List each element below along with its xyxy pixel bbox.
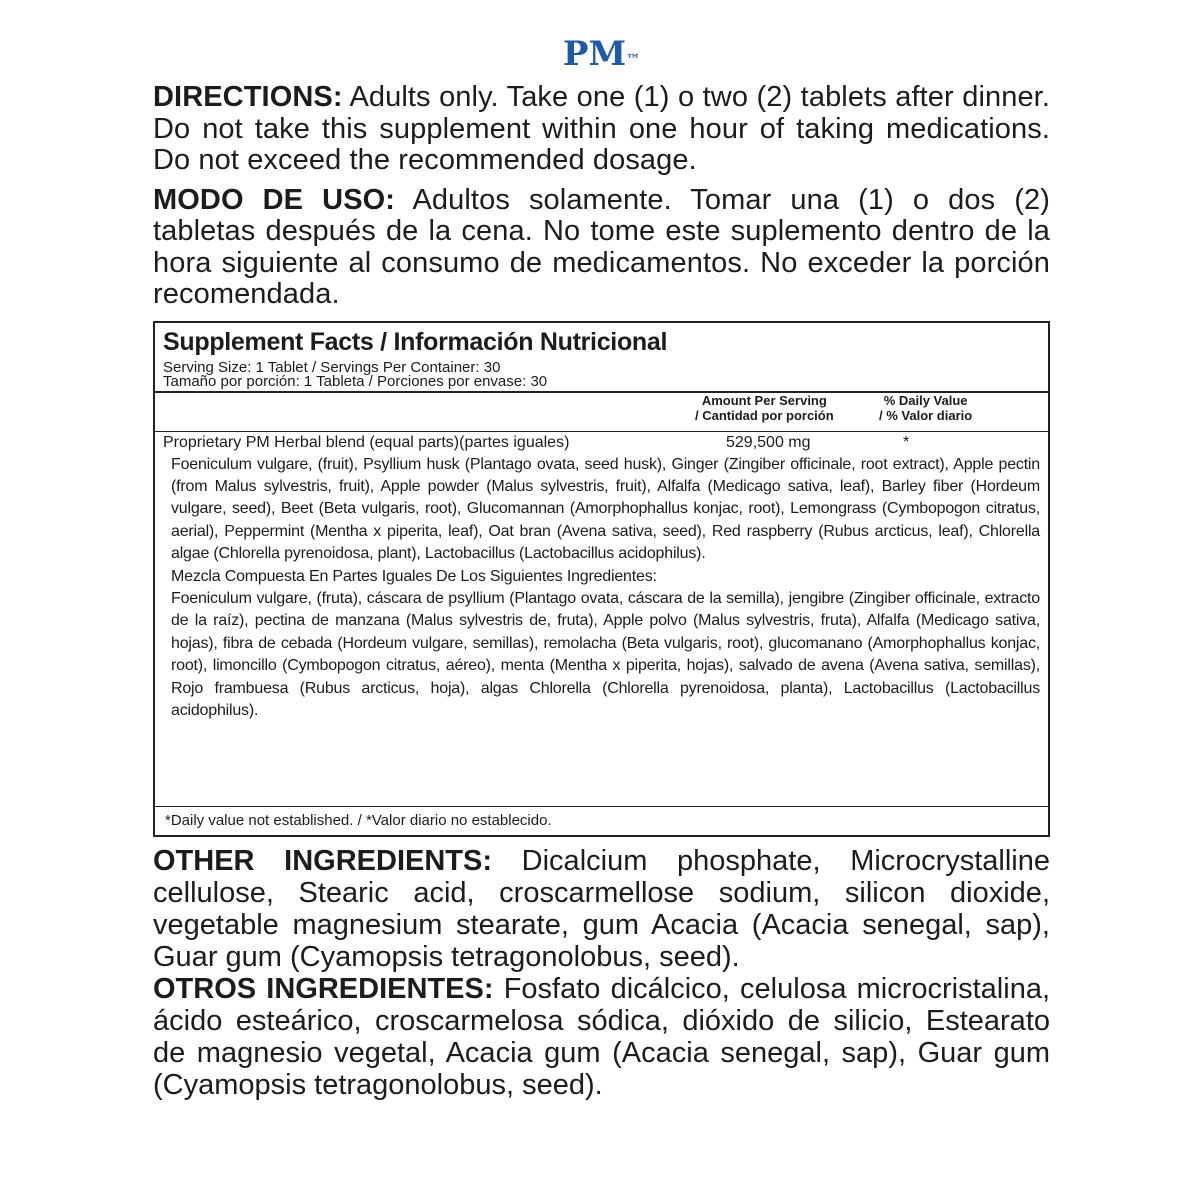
supplement-facts-title: Supplement Facts / Información Nutricional [163, 327, 668, 356]
directions-text: Adults only. Take one (1) o two (2) tablets after dinner. Do not take this supplement within one hour of taking medications. Do not exceed the recommended dosage. [153, 81, 1050, 176]
blend-name: Proprietary PM Herbal blend (equal parts)(partes iguales) [163, 433, 570, 451]
other-ingredients-paragraph [153, 845, 1050, 973]
other-ingredients-text: Dicalcium phosphate, Microcrystalline cellulose, Stearic acid, croscarmellose sodium, silicon dioxide, vegetable magnesium stearate, gum Acacia (Acacia senegal, sap), Guar gum (Cyamopsis tetragonolobus, seed). [153, 844, 1051, 973]
label-page [153, 30, 1050, 1101]
ingredients-english: Foeniculum vulgare, (fruit), Psyllium husk (Plantago ovata, seed husk), Ginger (Zingiber officinale, root extract), Apple pectin (from Malus sylvestris, fruit), Apple powder (Malus sylvestris, fruit), Alfalfa (Medicago sativa, leaf), Barley fiber (Hordeum vulgare, seed), Beet (Beta vulgaris, root), Glucomannan (Amorphophallus konjac, root), Lemongrass (Cymbopogon citratus, aerial), Peppermint (Mentha x piperita, leaf), Oat bran (Avena sativa, seed), Red raspberry (Rubus arcticus, leaf), Chlorella algae (Chlorella pyrenoidosa, plant), Lactobacillus (Lactobacillus acidophilus). [171, 455, 1040, 563]
daily-value-footnote: *Daily value not established. / *Valor diario no establecido. [165, 811, 552, 829]
modo-de-uso-text: Adultos solamente. Tomar una (1) o dos (2) tabletas después de la cena. No tome este suplemento dentro de la hora siguiente al consumo de medicamentos. No exceder la porción recomendada. [153, 183, 1050, 310]
product-title: PM™ [562, 34, 641, 74]
directions-paragraph [153, 82, 1050, 177]
column-headers [163, 393, 1040, 431]
daily-value-column-header: % Daily Value / % Valor diario [879, 392, 973, 423]
modo-de-uso-paragraph [153, 185, 1050, 311]
blend-daily-value: * [903, 433, 910, 451]
other-ingredients-label: OTHER INGREDIENTS: [153, 844, 493, 877]
amount-column-header: Amount Per Serving / Cantidad por porción [695, 392, 834, 423]
blend-amount: 529,500 mg [726, 433, 811, 451]
trademark-mark: ™ [626, 52, 641, 68]
blend-row [163, 432, 1040, 454]
supplement-facts-panel [153, 321, 1050, 837]
ingredients-spanish: Foeniculum vulgare, (fruta), cáscara de psyllium (Plantago ovata, cáscara de la semilla), jengibre (Zingiber officinale, extracto de la raíz), pectina de manzana (Malus sylvestris de, fruta), Apple polvo (Malus sylvestris, fruta), Alfalfa (Medicago sativa, hojas), fibra de cebada (Hordeum vulgare, semillas), remolacha (Beta vulgaris, root), glucomanano (Amorphophallus konjac, root), limoncillo (Cymbopogon citratus, aéreo), menta (Mentha x piperita, hojas), salvado de avena (Avena sativa, semillas), Rojo frambuesa (Rubus arcticus, hoja), algas Chlorella (Chlorella pyrenoidosa, planta), Lactobacillus (Lactobacillus acidophilus). [171, 589, 1040, 719]
mezcla-heading: Mezcla Compuesta En Partes Iguales De Los Siguientes Ingredientes: [171, 567, 657, 585]
otros-ingredientes-paragraph [153, 973, 1050, 1101]
serving-size-en: Serving Size: 1 Tablet / Servings Per Container: 30 [163, 358, 501, 376]
otros-ingredientes-label: OTROS INGREDIENTES: [153, 972, 494, 1005]
directions-label: DIRECTIONS: [153, 81, 343, 113]
modo-de-uso-label: MODO DE USO: [153, 183, 396, 216]
serving-size-es: Tamaño por porción: 1 Tableta / Porciones por envase: 30 [163, 372, 548, 390]
footnote-divider [155, 806, 1048, 807]
otros-ingredientes-text: Fosfato dicálcico, celulosa microcristalina, ácido esteárico, croscarmelosa sódica, dióxido de silicio, Estearato de magnesio vegetal, Acacia gum (Acacia senegal, sap), Guar gum (Cyamopsis tetragonolobus, seed). [153, 972, 1051, 1101]
